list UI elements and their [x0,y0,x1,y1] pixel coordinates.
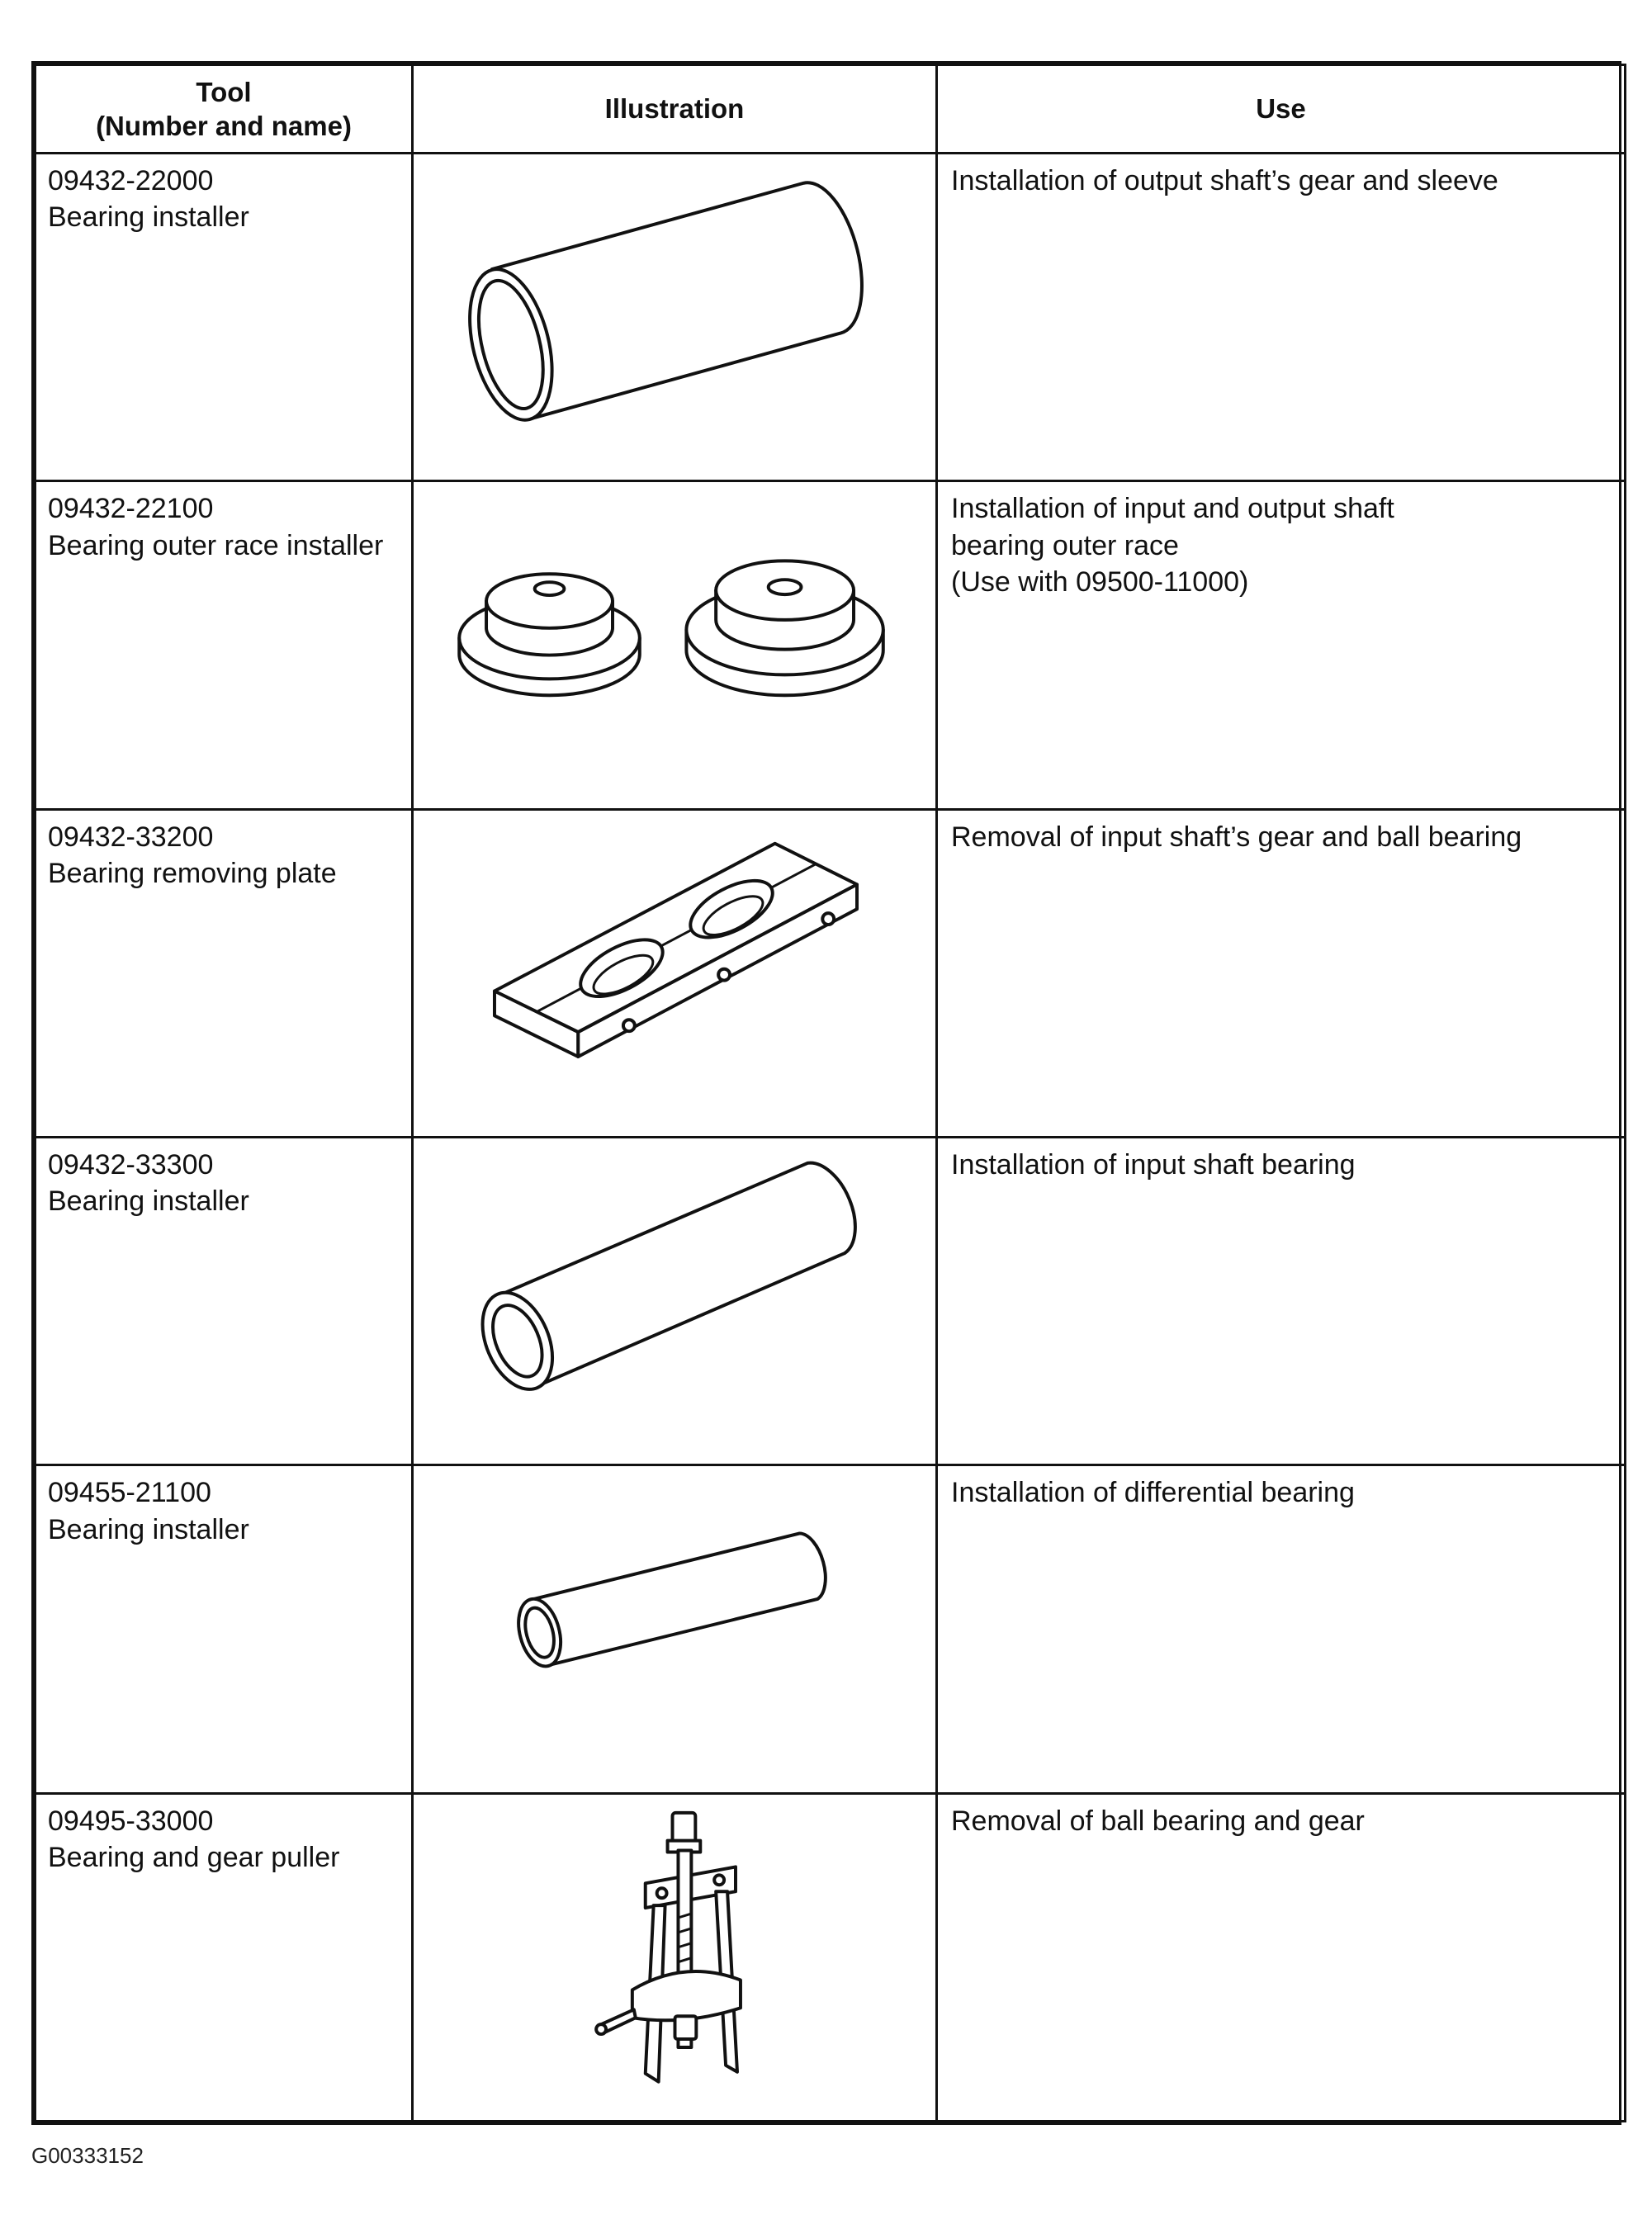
tool-number: 09495-33000 [48,1805,214,1837]
tool-name: Bearing installer [48,1513,249,1545]
tool-name: Bearing installer [48,201,249,234]
illustration-cell [413,154,937,481]
table-header-row [36,65,1626,154]
tool-cell [36,809,413,1137]
table-row [36,154,1626,481]
tool-name: Bearing outer race installer [48,529,384,561]
use-cell [937,481,1626,809]
use-text: (Use with 09500-11000) [951,565,1249,598]
table-row [36,1137,1626,1465]
gear-puller-icon [414,1795,935,2120]
tool-cell [36,481,413,809]
header-illustration: Illustration [413,65,937,154]
tool-number: 09432-22100 [48,493,214,525]
use-text: Installation of differential bearing [951,1477,1355,1509]
tool-name: Bearing and gear puller [48,1841,340,1873]
table-row [36,809,1626,1137]
table-row [36,1465,1626,1793]
tool-number: 09432-33300 [48,1148,214,1181]
special-tools-table [34,64,1626,2122]
long-tube-installer-icon [414,1138,935,1464]
table-row [36,1793,1626,2121]
tool-number: 09432-22000 [48,165,214,196]
use-cell [937,1793,1626,2121]
use-text: Removal of input shaft’s gear and ball bearing [951,821,1522,853]
use-text: bearing outer race [951,529,1179,561]
tool-number: 09432-33200 [48,821,214,853]
use-text: Removal of ball bearing and gear [951,1805,1365,1837]
use-cell [937,154,1626,481]
tool-name: Bearing installer [48,1185,249,1218]
tool-number: 09455-21100 [48,1477,211,1509]
header-tool [36,65,413,154]
illustration-cell [413,1137,937,1465]
use-text: Installation of output shaft’s gear and sleeve [951,165,1498,196]
illustration-cell [413,1793,937,2121]
tool-cell [36,1465,413,1793]
use-cell [937,1465,1626,1793]
table-row [36,481,1626,809]
illustration-cell [413,481,937,809]
illustration-cell [413,1465,937,1793]
special-tools-table-frame [31,61,1621,2125]
header-tool-title: Tool [196,76,252,107]
header-use: Use [937,65,1626,154]
outer-race-installer-discs-icon [414,482,935,807]
illustration-cell [413,809,937,1137]
tool-cell [36,154,413,481]
figure-code: G00333152 [31,2143,144,2168]
header-tool-subtitle: (Number and name) [96,111,352,141]
use-cell [937,809,1626,1137]
thin-tube-installer-icon [414,1466,935,1791]
tool-cell [36,1793,413,2121]
use-cell [937,1137,1626,1465]
tool-cell [36,1137,413,1465]
short-cylinder-installer-icon [414,154,935,480]
use-text: Installation of input and output shaft [951,493,1394,525]
tool-name: Bearing removing plate [48,857,337,889]
use-text: Installation of input shaft bearing [951,1148,1356,1181]
split-plate-icon [414,811,935,1136]
